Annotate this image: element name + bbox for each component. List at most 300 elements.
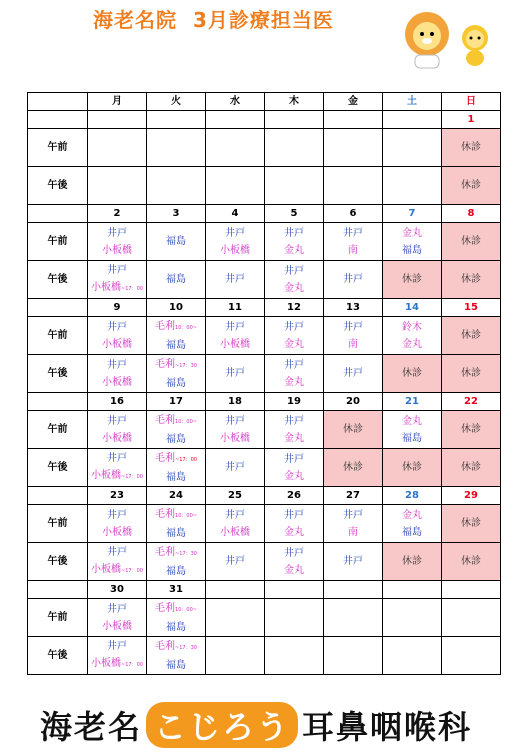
schedule-cell: [147, 543, 206, 581]
schedule-cell: [265, 637, 324, 675]
schedule-cell: [324, 317, 383, 355]
session-label: 午前: [28, 317, 88, 355]
doctor-hours: ~17：30: [175, 550, 197, 557]
doctor-name: 毛利: [155, 320, 176, 332]
doctor-name: 井戸: [107, 415, 127, 427]
doctor-name: 井戸: [107, 321, 127, 333]
doctor-name: 小板橋: [102, 244, 132, 256]
doctor-entry: [147, 412, 205, 431]
schedule-cell: [383, 355, 442, 393]
doctor-entry: [88, 225, 146, 242]
schedule-cell: [88, 223, 147, 261]
doctor-name: 井戸: [284, 453, 304, 465]
doctor-entry: [147, 506, 205, 525]
doctor-entry: [383, 242, 441, 259]
date-cell: 20: [324, 393, 383, 411]
doctor-name: 金丸: [284, 244, 304, 256]
doctor-entry: [147, 657, 205, 674]
doctor-name: 南: [348, 526, 358, 538]
schedule-cell: [88, 637, 147, 675]
doctor-name: 福島: [166, 565, 186, 577]
session-label: 午前: [28, 129, 88, 167]
closed-label: 休診: [402, 556, 422, 567]
small-lion-icon: [456, 22, 494, 68]
doctor-name: 南: [348, 338, 358, 350]
schedule-table: [27, 92, 501, 675]
schedule-cell: [88, 129, 147, 167]
doctor-name: 福島: [402, 432, 422, 444]
doctor-name: 井戸: [225, 227, 245, 239]
schedule-cell: [324, 505, 383, 543]
doctor-name: 井戸: [107, 227, 127, 239]
doctor-hours: ~17：00: [121, 567, 143, 574]
doctor-entry: [265, 507, 323, 524]
doctor-entry: [88, 413, 146, 430]
schedule-cell: [442, 355, 501, 393]
session-row-pm: [28, 167, 501, 205]
schedule-cell: [442, 317, 501, 355]
doctor-name: 小板橋: [220, 432, 250, 444]
schedule-cell: [265, 223, 324, 261]
closed-label: 休診: [461, 142, 481, 153]
doctor-hours: ~17：00: [121, 285, 143, 292]
doctor-name: 小板橋: [91, 563, 122, 575]
closed-label: 休診: [461, 556, 481, 567]
doctor-entry: [265, 357, 323, 374]
doctor-entry: [206, 430, 264, 447]
closed-label: 休診: [461, 274, 481, 285]
doctor-entry: [88, 242, 146, 259]
doctor-name: 金丸: [284, 470, 304, 482]
session-row-am: [28, 129, 501, 167]
schedule-cell: [324, 411, 383, 449]
doctor-entry: [324, 225, 382, 242]
doctor-name: 井戸: [284, 227, 304, 239]
doctor-name: 小板橋: [220, 338, 250, 350]
schedule-cell: [88, 355, 147, 393]
doctor-hours: 10：00~: [175, 418, 197, 425]
doctor-entry: [147, 600, 205, 619]
weekday-wed: 水: [206, 93, 265, 111]
doctor-name: 毛利: [155, 546, 176, 558]
doctor-name: 福島: [166, 471, 186, 483]
doctor-entry: [383, 507, 441, 524]
date-row: [28, 299, 501, 317]
doctor-entry: [206, 459, 264, 476]
doctor-hours: ~17：30: [175, 644, 197, 651]
closed-label: 休診: [461, 462, 481, 473]
schedule-cell: [88, 543, 147, 581]
schedule-cell: [88, 317, 147, 355]
date-row: [28, 487, 501, 505]
doctor-entry: [88, 601, 146, 618]
date-cell: [324, 111, 383, 129]
doctor-entry: [147, 356, 205, 375]
doctor-name: 井戸: [225, 415, 245, 427]
date-cell: 7: [383, 205, 442, 223]
doctor-name: 小板橋: [220, 244, 250, 256]
doctor-entry: [147, 431, 205, 448]
page-title: [93, 4, 334, 33]
date-cell: 9: [88, 299, 147, 317]
doctor-name: 毛利: [155, 358, 176, 370]
schedule-cell: [265, 129, 324, 167]
date-cell: 3: [147, 205, 206, 223]
schedule-cell: [265, 505, 324, 543]
schedule-cell: [383, 505, 442, 543]
doctor-entry: [88, 655, 146, 674]
doctor-name: 井戸: [107, 452, 127, 464]
doctor-entry: [147, 525, 205, 542]
schedule-cell: [442, 129, 501, 167]
schedule-cell: [324, 261, 383, 299]
doctor-name: 井戸: [107, 509, 127, 521]
doctor-entry: [206, 524, 264, 541]
schedule-cell: [147, 411, 206, 449]
schedule-cell: [147, 599, 206, 637]
doctor-entry: [265, 524, 323, 541]
schedule-cell: [383, 261, 442, 299]
doctor-entry: [206, 225, 264, 242]
closed-label: 休診: [402, 462, 422, 473]
schedule-cell: [383, 637, 442, 675]
doctor-name: 金丸: [284, 376, 304, 388]
footer-left: 海老名: [40, 708, 143, 746]
schedule-cell: [147, 261, 206, 299]
schedule-cell: [206, 317, 265, 355]
doctor-name: 金丸: [284, 338, 304, 350]
date-row: [28, 205, 501, 223]
doctor-entry: [265, 562, 323, 579]
doctor-name: 金丸: [402, 338, 422, 350]
schedule-cell: [206, 355, 265, 393]
doctor-name: 井戸: [284, 509, 304, 521]
date-cell: 19: [265, 393, 324, 411]
doctor-name: 井戸: [225, 368, 245, 379]
date-cell: [265, 581, 324, 599]
schedule-cell: [147, 223, 206, 261]
doctor-entry: [147, 375, 205, 392]
closed-label: 休診: [461, 236, 481, 247]
weekday-mon: 月: [88, 93, 147, 111]
doctor-entry: [324, 336, 382, 353]
date-cell: 1: [442, 111, 501, 129]
clinic-name: 海老名院: [93, 8, 177, 32]
doctor-name: 小板橋: [91, 281, 122, 293]
schedule-cell: [442, 223, 501, 261]
schedule-cell: [383, 449, 442, 487]
session-row-pm: [28, 261, 501, 299]
doctor-name: 金丸: [284, 432, 304, 444]
doctor-entry: [88, 524, 146, 541]
schedule-cell: [147, 129, 206, 167]
doctor-entry: [147, 563, 205, 580]
doctor-entry: [265, 280, 323, 297]
date-row: [28, 581, 501, 599]
date-cell: 27: [324, 487, 383, 505]
doctor-name: 金丸: [284, 526, 304, 538]
session-label: 午後: [28, 261, 88, 299]
date-cell: 6: [324, 205, 383, 223]
doctor-name: 井戸: [107, 603, 127, 615]
doctor-name: 小板橋: [102, 620, 132, 632]
schedule-cell: [324, 637, 383, 675]
date-row-label: [28, 393, 88, 411]
doctor-entry: [265, 545, 323, 562]
doctor-hours: 10：00~: [175, 324, 197, 331]
doctor-name: 福島: [166, 621, 186, 633]
date-cell: 16: [88, 393, 147, 411]
schedule-cell: [442, 449, 501, 487]
date-cell: [147, 111, 206, 129]
doctor-name: 小板橋: [91, 469, 122, 481]
schedule-cell: [324, 599, 383, 637]
doctor-name: 井戸: [343, 274, 363, 285]
doctor-name: 井戸: [225, 509, 245, 521]
date-cell: 5: [265, 205, 324, 223]
session-row-am: [28, 223, 501, 261]
doctor-name: 小板橋: [102, 432, 132, 444]
weekday-header-row: [28, 93, 501, 111]
date-cell: 8: [442, 205, 501, 223]
closed-label: 休診: [402, 368, 422, 379]
date-cell: [383, 581, 442, 599]
doctor-entry: [88, 430, 146, 447]
schedule-cell: [383, 223, 442, 261]
doctor-name: 金丸: [402, 509, 422, 521]
schedule-cell: [88, 505, 147, 543]
doctor-entry: [206, 413, 264, 430]
schedule-cell: [383, 543, 442, 581]
doctor-entry: [265, 374, 323, 391]
doctor-entry: [324, 524, 382, 541]
doctor-name: 福島: [166, 274, 186, 285]
schedule-cell: [206, 129, 265, 167]
weekday-tue: 火: [147, 93, 206, 111]
doctor-name: 福島: [166, 339, 186, 351]
weekday-fri: 金: [324, 93, 383, 111]
doctor-entry: [324, 507, 382, 524]
doctor-name: 金丸: [284, 282, 304, 294]
schedule-cell: [265, 167, 324, 205]
schedule-cell: [265, 599, 324, 637]
doctor-entry: [88, 561, 146, 580]
closed-label: 休診: [343, 424, 363, 435]
doctor-name: 井戸: [107, 264, 127, 276]
doctor-name: 井戸: [343, 227, 363, 239]
footer-right: 耳鼻咽喉科: [302, 708, 473, 746]
doctor-name: 井戸: [343, 509, 363, 521]
doctor-entry: [265, 451, 323, 468]
doctor-name: 井戸: [107, 359, 127, 371]
date-row-label: [28, 111, 88, 129]
doctor-name: 井戸: [284, 321, 304, 333]
doctor-name: 福島: [166, 377, 186, 389]
closed-label: 休診: [402, 274, 422, 285]
date-cell: 23: [88, 487, 147, 505]
date-cell: [442, 581, 501, 599]
doctor-name: 福島: [402, 244, 422, 256]
doctor-entry: [88, 319, 146, 336]
schedule-cell: [265, 261, 324, 299]
doctor-name: 井戸: [225, 321, 245, 333]
doctor-name: 井戸: [284, 415, 304, 427]
doctor-entry: [88, 336, 146, 353]
doctor-entry: [88, 507, 146, 524]
session-row-am: [28, 411, 501, 449]
schedule-cell: [324, 449, 383, 487]
doctor-name: 南: [348, 244, 358, 256]
doctor-name: 毛利: [155, 508, 176, 520]
date-row-label: [28, 487, 88, 505]
doctor-entry: [206, 242, 264, 259]
schedule-cell: [88, 411, 147, 449]
doctor-entry: [88, 357, 146, 374]
doctor-name: 福島: [166, 659, 186, 671]
schedule-cell: [147, 355, 206, 393]
doctor-entry: [265, 430, 323, 447]
session-row-am: [28, 505, 501, 543]
schedule-cell: [442, 543, 501, 581]
doctor-entry: [147, 469, 205, 486]
date-cell: 14: [383, 299, 442, 317]
session-label: 午後: [28, 637, 88, 675]
date-row: [28, 111, 501, 129]
doctor-entry: [383, 225, 441, 242]
schedule-cell: [442, 411, 501, 449]
date-row-label: [28, 581, 88, 599]
doctor-name: 井戸: [107, 546, 127, 558]
doctor-entry: [324, 553, 382, 570]
session-label: 午前: [28, 411, 88, 449]
doctor-entry: [88, 374, 146, 391]
date-cell: [383, 111, 442, 129]
schedule-cell: [147, 317, 206, 355]
doctor-entry: [265, 319, 323, 336]
doctor-entry: [147, 318, 205, 337]
doctor-name: 毛利: [155, 640, 176, 652]
date-cell: [206, 581, 265, 599]
session-label: 午後: [28, 543, 88, 581]
doctor-entry: [324, 365, 382, 382]
schedule-title: 3月診療担当医: [192, 8, 334, 32]
weekday-thu: 木: [265, 93, 324, 111]
schedule-cell: [206, 261, 265, 299]
date-cell: 11: [206, 299, 265, 317]
date-cell: [324, 581, 383, 599]
date-row-label: [28, 299, 88, 317]
date-cell: 2: [88, 205, 147, 223]
schedule-cell: [442, 599, 501, 637]
date-cell: [265, 111, 324, 129]
corner-cell: [28, 93, 88, 111]
schedule-cell: [147, 449, 206, 487]
doctor-name: 小板橋: [220, 526, 250, 538]
lion-mascot-icon: [398, 10, 456, 70]
date-cell: 24: [147, 487, 206, 505]
schedule-cell: [324, 167, 383, 205]
doctor-hours: ~17：00: [175, 456, 197, 463]
date-cell: 31: [147, 581, 206, 599]
doctor-entry: [383, 413, 441, 430]
schedule-cell: [206, 599, 265, 637]
schedule-cell: [206, 637, 265, 675]
doctor-name: 井戸: [225, 462, 245, 473]
session-row-pm: [28, 449, 501, 487]
doctor-entry: [206, 553, 264, 570]
date-row: [28, 393, 501, 411]
doctor-entry: [88, 450, 146, 467]
schedule-cell: [442, 167, 501, 205]
schedule-cell: [147, 505, 206, 543]
doctor-entry: [147, 233, 205, 250]
schedule-cell: [442, 505, 501, 543]
doctor-entry: [88, 638, 146, 655]
doctor-entry: [88, 279, 146, 298]
schedule-cell: [383, 317, 442, 355]
doctor-hours: ~17：00: [121, 473, 143, 480]
doctor-hours: 10：00~: [175, 512, 197, 519]
doctor-entry: [88, 262, 146, 279]
brand-badge: こじろう: [146, 702, 298, 748]
doctor-entry: [206, 271, 264, 288]
doctor-name: 毛利: [155, 602, 176, 614]
doctor-name: 金丸: [402, 227, 422, 239]
session-label: 午前: [28, 223, 88, 261]
session-row-pm: [28, 543, 501, 581]
date-cell: 30: [88, 581, 147, 599]
doctor-hours: ~17：00: [121, 661, 143, 668]
weekday-sun: 日: [442, 93, 501, 111]
doctor-name: 井戸: [343, 368, 363, 379]
schedule-cell: [206, 505, 265, 543]
doctor-name: 井戸: [284, 265, 304, 277]
schedule-cell: [265, 355, 324, 393]
closed-label: 休診: [461, 518, 481, 529]
schedule-cell: [206, 223, 265, 261]
schedule-cell: [324, 355, 383, 393]
date-cell: [88, 111, 147, 129]
schedule-cell: [147, 167, 206, 205]
doctor-entry: [147, 638, 205, 657]
doctor-name: 小板橋: [102, 338, 132, 350]
doctor-entry: [265, 336, 323, 353]
date-cell: 15: [442, 299, 501, 317]
date-cell: 4: [206, 205, 265, 223]
date-cell: 26: [265, 487, 324, 505]
date-cell: 18: [206, 393, 265, 411]
session-label: 午前: [28, 599, 88, 637]
doctor-entry: [324, 319, 382, 336]
session-label: 午後: [28, 167, 88, 205]
schedule-cell: [206, 167, 265, 205]
doctor-name: 小板橋: [102, 376, 132, 388]
schedule-cell: [324, 543, 383, 581]
doctor-name: 金丸: [402, 415, 422, 427]
date-cell: 28: [383, 487, 442, 505]
doctor-entry: [383, 319, 441, 336]
doctor-entry: [265, 468, 323, 485]
doctor-name: 井戸: [284, 547, 304, 559]
doctor-entry: [88, 544, 146, 561]
doctor-entry: [147, 337, 205, 354]
date-cell: 22: [442, 393, 501, 411]
schedule-cell: [88, 167, 147, 205]
schedule-cell: [383, 129, 442, 167]
doctor-entry: [383, 336, 441, 353]
doctor-entry: [383, 524, 441, 541]
doctor-hours: ~17：30: [175, 362, 197, 369]
